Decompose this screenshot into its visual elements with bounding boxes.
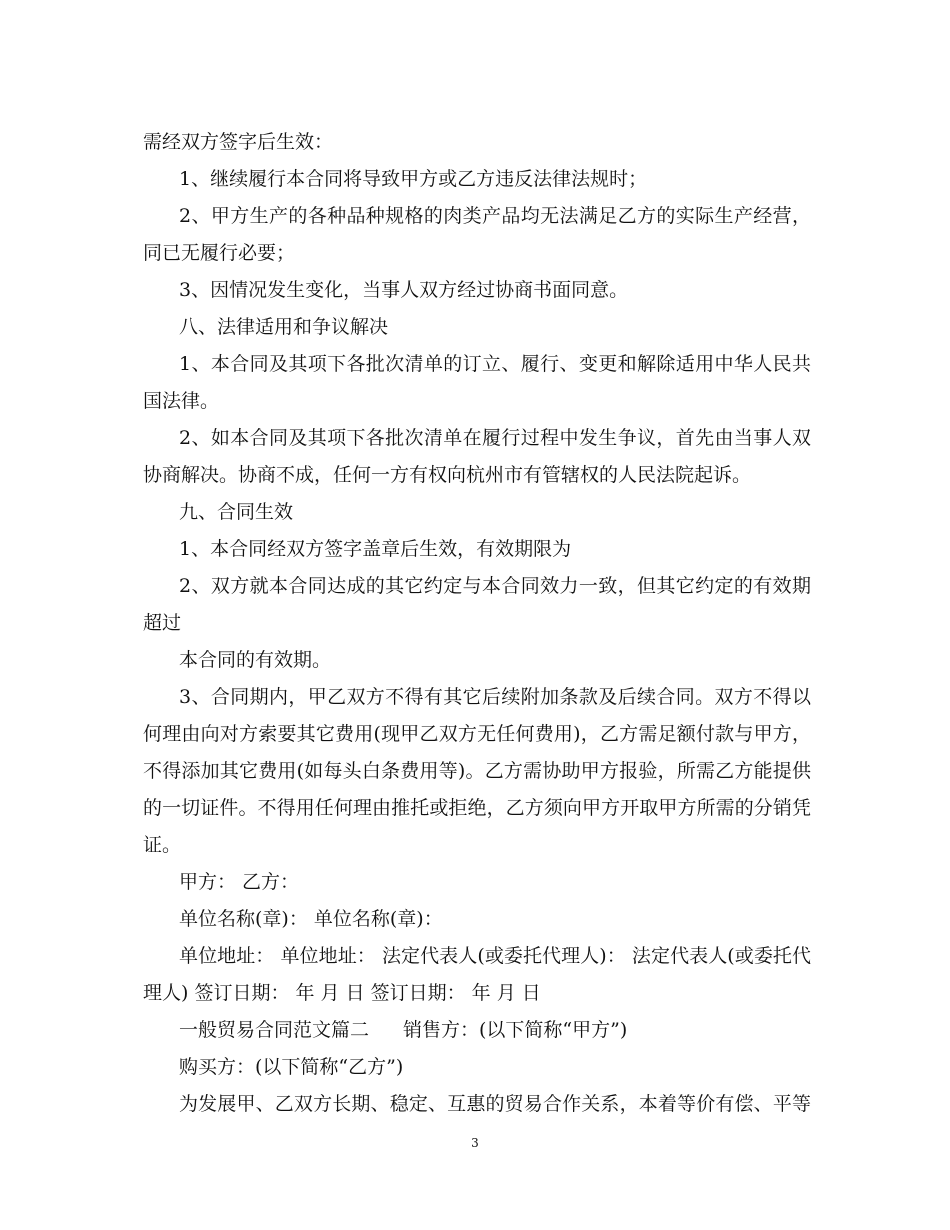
text-line: 2、甲方生产的各种品种规格的肉类产品均无法满足乙方的实际生产经营，	[179, 205, 811, 227]
contract-title: 一般贸易合同范文篇二	[179, 1019, 370, 1041]
text-line: 超过	[143, 612, 182, 634]
section-heading: 九、合同生效	[179, 501, 294, 523]
text-line: 2、如本合同及其项下各批次清单在履行过程中发生争议，首先由当事人双	[179, 427, 811, 449]
text-line: 证。	[143, 834, 182, 856]
text-line: 1、继续履行本合同将导致甲方或乙方违反法律法规时；	[179, 168, 648, 190]
signature-address-line: 单位地址： 单位地址： 法定代表人(或委托代理人)： 法定代表人(或委托代	[179, 945, 811, 967]
text-line: 本合同的有效期。	[179, 649, 332, 671]
signature-unit-name-line: 单位名称(章)： 单位名称(章)：	[179, 908, 443, 930]
text-line: 不得添加其它费用(如每头白条费用等)。乙方需协助甲方报验，所需乙方能提供	[143, 760, 811, 782]
section-heading: 八、法律适用和争议解决	[179, 316, 389, 338]
text-line: 协商解决。协商不成，任何一方有权向杭州市有管辖权的人民法院起诉。	[143, 464, 752, 486]
text-line: 国法律。	[143, 390, 220, 412]
text-line: 为发展甲、乙双方长期、稳定、互惠的贸易合作关系，本着等价有偿、平等	[179, 1093, 811, 1115]
text-line: 1、本合同及其项下各批次清单的订立、履行、变更和解除适用中华人民共	[179, 353, 811, 375]
text-line: 的一切证件。不得用任何理由推托或拒绝，乙方须向甲方开取甲方所需的分销凭	[143, 797, 811, 819]
text-line: 同已无履行必要；	[143, 242, 296, 264]
text-line: 需经双方签字后生效：	[143, 131, 334, 153]
buyer-label: 购买方：(以下简称“乙方”)	[179, 1056, 404, 1078]
signature-party-line: 甲方： 乙方：	[179, 871, 300, 893]
page-number: 3	[471, 1136, 479, 1150]
seller-label: 销售方：(以下简称“甲方”)	[403, 1019, 628, 1041]
text-line: 1、本合同经双方签字盖章后生效，有效期限为	[179, 538, 572, 560]
contract-title-line	[143, 1012, 811, 1049]
text-line: 何理由向对方索要其它费用(现甲乙双方无任何费用)，乙方需足额付款与甲方，	[143, 723, 811, 745]
text-line: 2、双方就本合同达成的其它约定与本合同效力一致，但其它约定的有效期	[179, 575, 811, 597]
contract-body-text	[143, 124, 811, 1123]
text-line: 3、合同期内，甲乙双方不得有其它后续附加条款及后续合同。双方不得以	[179, 686, 811, 708]
signature-date-line: 理人) 签订日期： 年 月 日 签订日期： 年 月 日	[143, 982, 541, 1004]
text-line: 3、因情况发生变化，当事人双方经过协商书面同意。	[179, 279, 629, 301]
